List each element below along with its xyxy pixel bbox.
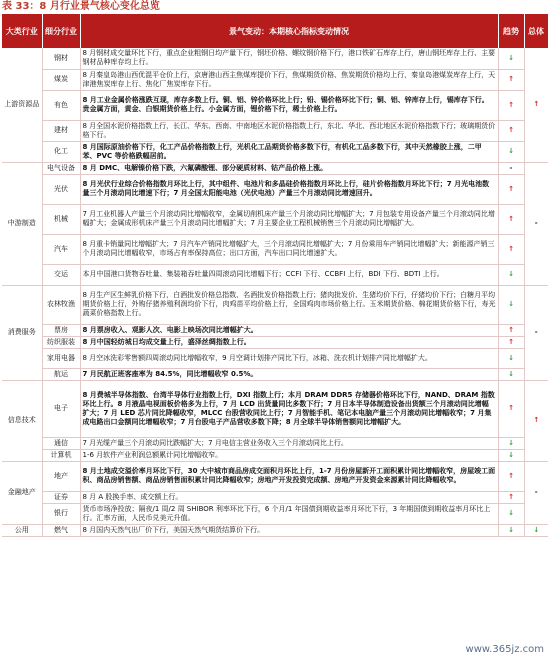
subindustry-cell: 煤炭	[42, 69, 80, 90]
subindustry-cell: 建材	[42, 120, 80, 141]
description-cell: 8 月重卡销量同比增幅扩大；7 月汽车产销同比增幅扩大，三个月滚动同比增幅扩大；7 月份乘用车产销同比增幅扩大；新能源产销三个月滚动同比增幅收窄，市场占有率保持高位；出口方面，汽车出口同比增速扩大。	[80, 234, 498, 264]
subindustry-cell: 机械	[42, 204, 80, 234]
subindustry-cell: 化工	[42, 141, 80, 162]
table-row	[2, 380, 548, 437]
table-row	[2, 90, 548, 120]
description-cell: 8 月生产区生鲜乳价格下行，白酒批发价格总指数、名酒批发价格指数上行；猪肉批发价、生猪均价下行，仔猪均价下行；白糖月平均期货价格上行，外购仔猪养殖利润均价下行，肉鸡苗平均价格上行，全国鸡肉市场价格上行。玉米期货价格、棉花期货价格下行，寿光蔬菜价格指数上行。	[80, 285, 498, 324]
table-row	[2, 503, 548, 524]
subindustry-cell: 电气设备	[42, 162, 80, 174]
watermark-text: www.365jz.com	[465, 644, 544, 655]
trend-arrow-icon: ↓	[498, 141, 524, 162]
description-cell: 8 月全国水泥价格指数上行，长江、华东、西南、中南地区水泥价格指数上行，东北、华北、西北地区水泥价格指数下行；玻璃期货价格下行。	[80, 120, 498, 141]
subindustry-cell: 地产	[42, 461, 80, 491]
table-row	[2, 69, 548, 90]
description-cell: 本月中国港口货物吞吐量、集装箱吞吐量四周滚动同比增幅下行；CCFI 下行、CCBFI 上行，BDI 下行、BDTI 上行。	[80, 264, 498, 285]
table-row	[2, 524, 548, 536]
trend-arrow-icon: ↑	[498, 336, 524, 348]
subindustry-cell: 汽车	[42, 234, 80, 264]
category-cell: 信息技术	[2, 380, 42, 461]
table-row	[2, 437, 548, 449]
header-description: 景气变动：本期核心指标变动情况	[80, 14, 498, 48]
table-row	[2, 336, 548, 348]
trend-arrow-icon: ↑	[498, 120, 524, 141]
table-row	[2, 285, 548, 324]
table-row	[2, 141, 548, 162]
description-cell: 8 月土地成交溢价率月环比下行，30 大中城市商品房成交面积月环比上行，1-7 月份房屋新开工面积累计同比增幅收窄，房屋竣工面积、商品房销售额、商品房销售面积累计同比降幅收窄；房地产开发投资完成额、房地产开发资金来源累计同比降幅收窄。	[80, 461, 498, 491]
table-body	[2, 48, 548, 536]
table-row	[2, 449, 548, 461]
trend-arrow-icon: ↓	[498, 449, 524, 461]
trend-arrow-icon: ↓	[498, 264, 524, 285]
trend-arrow-icon: -	[498, 162, 524, 174]
subindustry-cell: 票房	[42, 324, 80, 336]
subindustry-cell: 证券	[42, 491, 80, 503]
description-cell: 8 月 A 股换手率、成交额上行。	[80, 491, 498, 503]
category-cell: 消费服务	[2, 285, 42, 380]
category-cell: 中游制造	[2, 162, 42, 285]
overall-arrow-icon: ↑	[524, 48, 548, 162]
trend-arrow-icon: ↑	[498, 69, 524, 90]
trend-arrow-icon: ↓	[498, 285, 524, 324]
industry-overview-table	[2, 14, 549, 537]
description-cell: 7 月民航正班客座率为 84.5%，同比增幅收窄 0.5%。	[80, 368, 498, 380]
table-row	[2, 120, 548, 141]
trend-arrow-icon: ↓	[498, 437, 524, 449]
description-cell: 8 月秦皇岛港山西优混平仓价上行，京唐港山西主焦煤库提价下行，焦煤期货价格、焦炭期货价格均上行，秦皇岛港煤炭库存上行，天津港焦炭库存上行、焦化厂焦炭库存下行。	[80, 69, 498, 90]
table-row	[2, 348, 548, 368]
subindustry-cell: 钢材	[42, 48, 80, 69]
subindustry-cell: 燃气	[42, 524, 80, 536]
subindustry-cell: 通信	[42, 437, 80, 449]
description-cell: 8 月空冰洗彩零售额四周滚动同比增幅收窄，9 月空调计划排产同比下行，冰箱、洗衣机计划排产同比增幅扩大。	[80, 348, 498, 368]
trend-arrow-icon: ↑	[498, 380, 524, 437]
table-row	[2, 264, 548, 285]
trend-arrow-icon: ↑	[498, 204, 524, 234]
description-cell: 8 月国内天然气出厂价下行，美国天然气期货结算价下行。	[80, 524, 498, 536]
overall-arrow-icon: -	[524, 285, 548, 380]
subindustry-cell: 航运	[42, 368, 80, 380]
category-cell: 金融地产	[2, 461, 42, 524]
trend-arrow-icon: ↑	[498, 234, 524, 264]
description-cell: 7 月工业机器人产量三个月滚动同比增幅收窄，金属切削机床产量三个月滚动同比增幅扩大；7 月包装专用设备产量三个月滚动同比增幅扩大；金属成形机床产量三个月滚动同比增幅扩大；7 月主要企业工程机械销售三个月滚动同比增幅扩大。	[80, 204, 498, 234]
header-trend: 趋势	[498, 14, 524, 48]
overall-arrow-icon: -	[524, 461, 548, 524]
trend-arrow-icon: ↓	[498, 348, 524, 368]
description-cell: 货币市场净投放；隔夜/1 周/2 周 SHIBOR 利率环比下行，6 个月/1 年国债到期收益率月环比下行，3 年期国债到期收益率月环比上行。汇率方面，人民币兑美元升值。	[80, 503, 498, 524]
trend-arrow-icon: ↓	[498, 368, 524, 380]
header-overall: 总体	[524, 14, 548, 48]
description-cell: 7 月光缆产量三个月滚动同比跌幅扩大；7 月电信主营业务收入三个月滚动同比上行。	[80, 437, 498, 449]
description-cell: 8 月工业金属价格涨跌互现，库存多数上行。铜、铝、锌价格环比上行；铅、锡价格环比下行；铜、铝、锌库存上行，锡库存下行。贵金属方面，黄金、白银期货价格上行。小金属方面，锂价格下行，稀土价格上行。	[80, 90, 498, 120]
overall-arrow-icon: ↑	[524, 380, 548, 461]
trend-arrow-icon: ↑	[498, 90, 524, 120]
description-cell: 8 月 DMC、电解镍价格下跌，六氟磷酸锂、部分硬质材料、钴产品价格上涨。	[80, 162, 498, 174]
description-cell: 8 月国际原油价格下行，化工产品价格指数上行，光机化工品期货价格多数下行，有机化工品多数下行，其中天然橡胶上涨，二甲苯、PVC 等价格跌幅居前。	[80, 141, 498, 162]
overall-arrow-icon: ↓	[524, 524, 548, 536]
description-cell: 8 月费城半导体指数、台湾半导体行业指数上行，DXI 指数上行；本月 DRAM DDR5 存储器价格环比下行，NAND、DRAM 指数环比上行。8 月液晶电视面板价格多为上行，7 月 LCD 出货量同比多数下行；7 月日本半导体制造设备出货额三个月滚动同比增幅扩大；7 月 LED 芯片同比降幅收窄，MLCC 台股营收同比上行；7 月智能手机、笔记本电脑产量三个月滚动同比增幅收窄；7 月集成电路出口金额同比增幅收窄；7 月台股电子产品营收多数下降；8 月全球半导体销售额同比增幅扩大。	[80, 380, 498, 437]
table-header-row	[2, 14, 548, 48]
trend-arrow-icon: ↑	[498, 461, 524, 491]
table-row	[2, 162, 548, 174]
table-row	[2, 324, 548, 336]
table-row	[2, 204, 548, 234]
trend-arrow-icon: ↑	[498, 324, 524, 336]
trend-arrow-icon: ↑	[498, 174, 524, 204]
trend-arrow-icon: ↑	[498, 491, 524, 503]
trend-arrow-icon: ↓	[498, 524, 524, 536]
subindustry-cell: 计算机	[42, 449, 80, 461]
subindustry-cell: 有色	[42, 90, 80, 120]
description-cell: 8 月中国轻纺城日均成交量上行，盛泽丝绸指数上行。	[80, 336, 498, 348]
table-row	[2, 234, 548, 264]
subindustry-cell: 银行	[42, 503, 80, 524]
category-cell: 上游资源品	[2, 48, 42, 162]
table-row	[2, 174, 548, 204]
subindustry-cell: 纺织服装	[42, 336, 80, 348]
description-cell: 1-6 月软件产业利润总额累计同比增幅收窄。	[80, 449, 498, 461]
description-cell: 8 月钢材成交量环比下行，重点企业粗钢日均产量下行，钢坯价格、螺纹钢价格下行，港口铁矿石库存上行，唐山钢坯库存上行、主要钢材品种库存均上行。	[80, 48, 498, 69]
subindustry-cell: 农林牧渔	[42, 285, 80, 324]
trend-arrow-icon: ↓	[498, 503, 524, 524]
table-caption: 表 33：8 月行业景气核心变化总览	[2, 1, 160, 12]
subindustry-cell: 交运	[42, 264, 80, 285]
header-subindustry: 细分行业	[42, 14, 80, 48]
table-row	[2, 491, 548, 503]
description-cell: 8 月光伏行业综合价格指数月环比上行，其中组件、电池片和多晶硅价格指数月环比上行，硅片价格指数月环比下行；7 月光电池数量三个月滚动同比增速下行；7 月全国太阳能电池（光伏电池）产量三个月滚动同比增速回升。	[80, 174, 498, 204]
table-row	[2, 48, 548, 69]
category-cell: 公用	[2, 524, 42, 536]
subindustry-cell: 光伏	[42, 174, 80, 204]
subindustry-cell: 电子	[42, 380, 80, 437]
description-cell: 8 月票房收入、观影人次、电影上映场次同比增幅扩大。	[80, 324, 498, 336]
header-category: 大类行业	[2, 14, 42, 48]
table-row	[2, 368, 548, 380]
table-row	[2, 461, 548, 491]
overall-arrow-icon: -	[524, 162, 548, 285]
trend-arrow-icon: ↓	[498, 48, 524, 69]
subindustry-cell: 家用电器	[42, 348, 80, 368]
